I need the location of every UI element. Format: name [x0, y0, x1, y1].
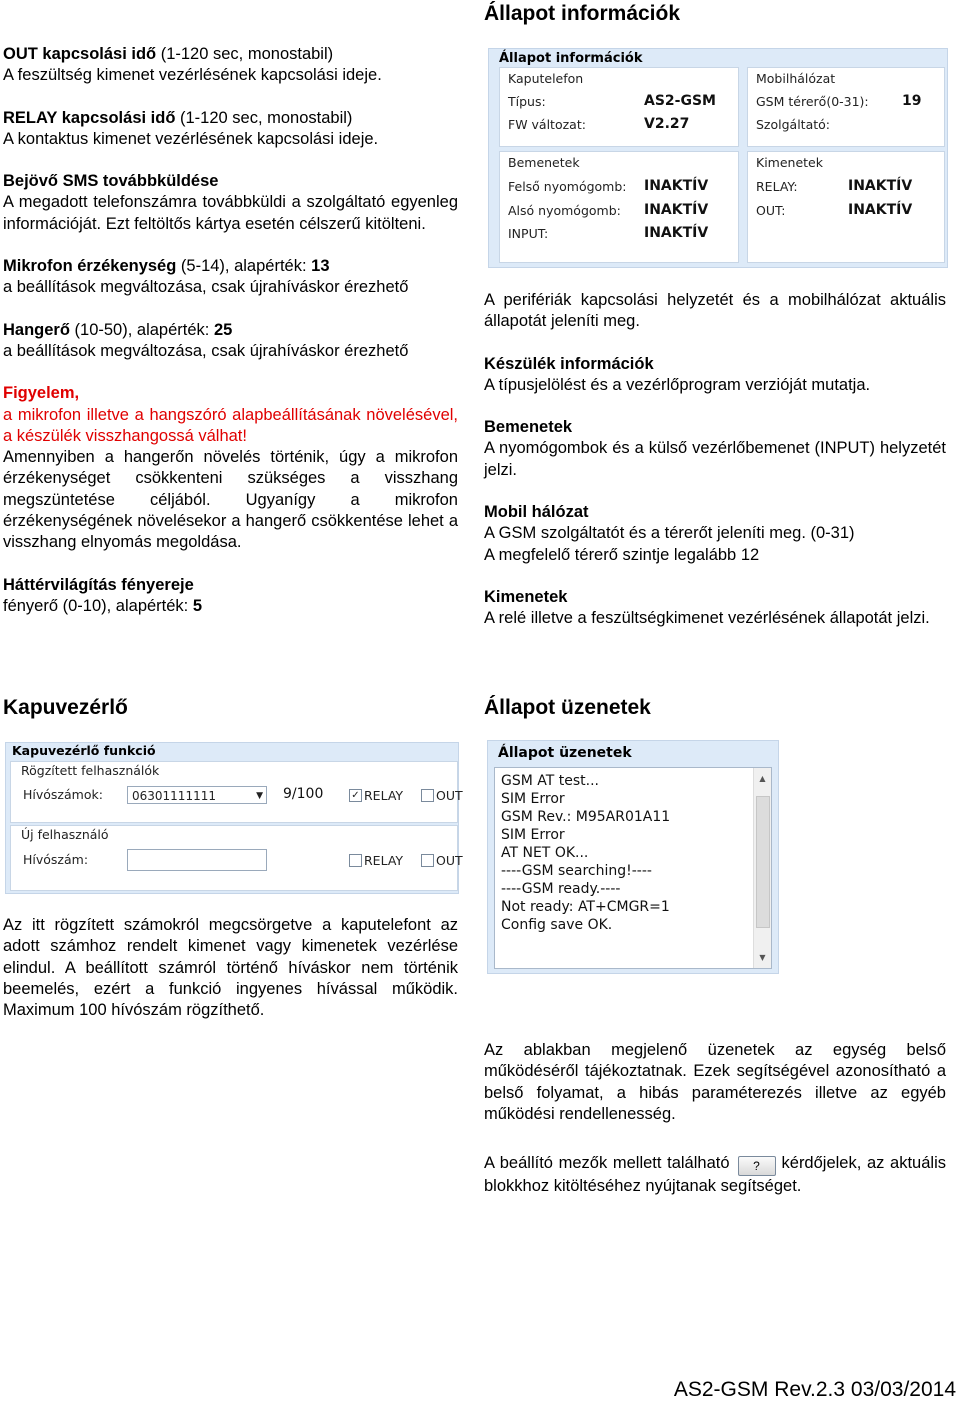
out-title: OUT kapcsolási idő: [3, 45, 157, 63]
saved-users-box: [10, 761, 463, 823]
status-msgs-heading: Állapot üzenetek: [484, 696, 651, 719]
number-label: Hívószám:: [23, 852, 89, 867]
provider-label: Szolgáltató:: [756, 117, 831, 132]
gate-heading: Kapuvezérlő: [3, 696, 128, 719]
volume-section: [3, 320, 458, 363]
mic-range: (5-14), alapérték:: [180, 257, 307, 276]
mobile-box: [747, 67, 945, 147]
sms-desc: A megadott telefonszámra továbbküldi a szolgáltató egyenleg információját. Ezt feltöltős kártya esetén célszerű kitölteni.: [3, 193, 458, 233]
new-out-checkbox[interactable]: [421, 854, 434, 867]
help-desc: [484, 1153, 946, 1197]
volume-desc: a beállítások megváltozása, csak újrahíváskor érezhető: [3, 341, 409, 360]
status-info-panel: [488, 48, 948, 268]
number-input[interactable]: [127, 849, 267, 871]
periph-desc: A perifériák kapcsolási helyzetét és a mobilhálózat aktuális állapotát jeleníti meg.: [484, 291, 946, 331]
sms-title: Bejövő SMS továbbküldése: [3, 172, 219, 191]
msg-line: SIM Error: [501, 791, 565, 807]
inputs-desc: A nyomógombok és a külső vezérlőbemenet (INPUT) helyzetét jelzi.: [484, 439, 946, 479]
input-label: INPUT:: [508, 226, 549, 241]
mic-section: [3, 256, 458, 299]
new-out-checkbox-label: OUT: [436, 853, 463, 868]
inputs-section: [484, 417, 946, 481]
phone-box-title: Kaputelefon: [508, 71, 584, 86]
backlight-title: Háttérvilágítás fényereje: [3, 575, 194, 594]
type-label: Típus:: [508, 94, 546, 109]
numbers-select-value: 06301111111: [132, 789, 216, 803]
help-before: A beállító mezők mellett található: [484, 1154, 730, 1173]
upper-button-label: Felső nyomógomb:: [508, 179, 627, 194]
out-label: OUT:: [756, 203, 786, 218]
gsm-value: 19: [902, 93, 922, 109]
outputs-desc: A relé illetve a feszültségkimenet vezérlésének állapotát jelzi.: [484, 609, 930, 628]
help-button[interactable]: ?: [738, 1156, 776, 1176]
scroll-down-icon[interactable]: ▼: [759, 953, 766, 962]
relay-section: [3, 108, 458, 151]
relay-checkbox-label: RELAY: [364, 788, 404, 803]
msg-line: ----GSM ready.----: [501, 881, 621, 897]
out-checkbox[interactable]: [421, 789, 434, 802]
relay-desc: A kontaktus kimenet vezérlésének kapcsolási ideje.: [3, 129, 379, 148]
phone-box: [499, 67, 739, 147]
mobile-section: [484, 502, 946, 566]
gate-desc: Az itt rögzített számokról megcsörgetve a kaputelefont az adott számhoz rendelt kimenet vagy kimenetek vezérlése elindul. A beállított számról történő híváskor nem történik beemelés, ezért a funkció ingyenes hívással működik. Maximum 100 hívószám rögzíthető.: [3, 916, 458, 1020]
msgs-lines: [501, 772, 670, 934]
msgs-list[interactable]: [494, 767, 772, 969]
msg-line: GSM AT test...: [501, 773, 599, 789]
msg-line: GSM Rev.: M95AR01A11: [501, 809, 671, 825]
relay-range: (1-120 sec, monostabil): [180, 108, 353, 127]
msg-line: AT NET OK...: [501, 845, 589, 861]
device-title: Készülék információk: [484, 354, 654, 373]
outputs-box: [747, 151, 945, 263]
gsm-label: GSM térerő(0-31):: [756, 94, 869, 109]
outputs-section: [484, 587, 946, 630]
right-column-top: [484, 290, 946, 651]
msg-line: Not ready: AT+CMGR=1: [501, 899, 670, 915]
msg-line: ----GSM searching!----: [501, 863, 652, 879]
mobile-title: Mobil hálózat: [484, 503, 589, 522]
device-desc: A típusjelölést és a vezérlőprogram verzióját mutatja.: [484, 375, 871, 394]
mic-desc: a beállítások megváltozása, csak újrahíváskor érezhető: [3, 278, 409, 297]
msgs-desc: Az ablakban megjelenő üzenetek az egység belső működéséről tájékoztatnak. Ezek segítségével azonosítható a belső folyamat, a hibás paraméterezés illetve az egyéb működési rendellenesség.: [484, 1041, 946, 1123]
scroll-up-icon[interactable]: ▲: [759, 774, 766, 783]
numbers-label: Hívószámok:: [23, 787, 103, 802]
volume-default: 25: [213, 320, 233, 339]
status-info-heading: Állapot információk: [484, 2, 681, 25]
relay-label: RELAY:: [756, 179, 798, 194]
status-msgs-panel: [487, 740, 779, 974]
relay-title: RELAY kapcsolási idő: [3, 108, 176, 127]
fw-label: FW változat:: [508, 117, 586, 132]
warning-section: [3, 383, 458, 553]
out-desc: A feszültség kimenet vezérlésének kapcsolási ideje.: [3, 66, 382, 85]
mic-title: Mikrofon érzékenység: [3, 257, 177, 276]
out-range: (1-120 sec, monostabil): [160, 45, 334, 63]
right-column-bottom: [484, 1040, 946, 1218]
footer-date: 03/03/2014: [850, 1378, 956, 1401]
volume-title: Hangerő: [3, 320, 70, 339]
out-section: [3, 44, 458, 87]
numbers-count: 9/100: [283, 786, 324, 802]
numbers-select[interactable]: [127, 786, 267, 804]
chevron-down-icon: ▼: [256, 791, 263, 801]
inputs-box: [499, 151, 739, 263]
lower-button-value: INAKTÍV: [644, 202, 709, 218]
mic-default: 13: [311, 257, 330, 276]
sms-section: [3, 171, 458, 235]
outputs-title: Kimenetek: [484, 587, 568, 606]
footer-product: AS2-GSM: [673, 1378, 769, 1401]
left-column: [3, 44, 458, 638]
volume-range: (10-50), alapérték:: [74, 320, 210, 339]
check-icon: ✓: [351, 790, 360, 801]
gate-panel: [5, 742, 463, 894]
fw-value: V2.27: [644, 116, 690, 132]
gate-panel-title: Kapuvezérlő funkció: [12, 743, 156, 758]
msgs-panel-title: Állapot üzenetek: [498, 745, 632, 761]
out-value: INAKTÍV: [848, 202, 913, 218]
type-value: AS2-GSM: [644, 93, 716, 109]
footer: [674, 1378, 956, 1402]
lower-button-label: Alsó nyomógomb:: [508, 203, 621, 218]
mobile-box-title: Mobilhálózat: [756, 71, 836, 86]
outputs-box-title: Kimenetek: [756, 155, 823, 170]
warning-text: a mikrofon illetve a hangszóró alapbeállításának növelésével, a készülék visszhangossá válhat!: [3, 405, 458, 445]
backlight-section: [3, 575, 458, 618]
scroll-thumb[interactable]: [756, 796, 770, 928]
input-value: INAKTÍV: [644, 225, 709, 241]
footer-rev: Rev.2.3: [774, 1378, 846, 1401]
msg-line: Config save OK.: [501, 917, 613, 933]
mobile-desc-1: A GSM szolgáltatót és a térerőt jeleníti meg. (0-31): [484, 524, 855, 543]
msgs-scrollbar[interactable]: [753, 768, 771, 968]
new-relay-checkbox-label: RELAY: [364, 853, 404, 868]
mobile-desc-2: A megfelelő térerő szintje legalább 12: [484, 545, 760, 564]
status-panel-title: Állapot információk: [499, 51, 643, 66]
new-user-title: Új felhasználó: [21, 827, 109, 842]
new-relay-checkbox[interactable]: [349, 854, 362, 867]
device-section: [484, 354, 946, 397]
msg-line: SIM Error: [501, 827, 565, 843]
new-user-box: [10, 825, 463, 891]
backlight-range: fényerő (0-10), alapérték:: [3, 596, 189, 615]
warning-title: Figyelem,: [3, 384, 80, 403]
out-checkbox-label: OUT: [436, 788, 463, 803]
inputs-title: Bemenetek: [484, 418, 573, 437]
saved-users-title: Rögzített felhasználók: [21, 763, 160, 778]
backlight-default: 5: [192, 596, 203, 615]
help-after: kérdőjelek, az aktuális blokkhoz kitöltéséhez nyújtanak segítséget.: [484, 1154, 946, 1196]
relay-value: INAKTÍV: [848, 178, 913, 194]
warning-desc: Amennyiben a hangerőn növelés történik, úgy a mikrofon érzékenységet csökkenteni szükséges a visszhang megszüntetése céljából. Ugyanígy a mikrofon érzékenységének növelésekor a hangerő csökkentése lehet a visszhang elnyomás megoldása.: [3, 448, 458, 552]
upper-button-value: INAKTÍV: [644, 178, 709, 194]
relay-checkbox[interactable]: [349, 789, 362, 802]
inputs-box-title: Bemenetek: [508, 155, 580, 170]
